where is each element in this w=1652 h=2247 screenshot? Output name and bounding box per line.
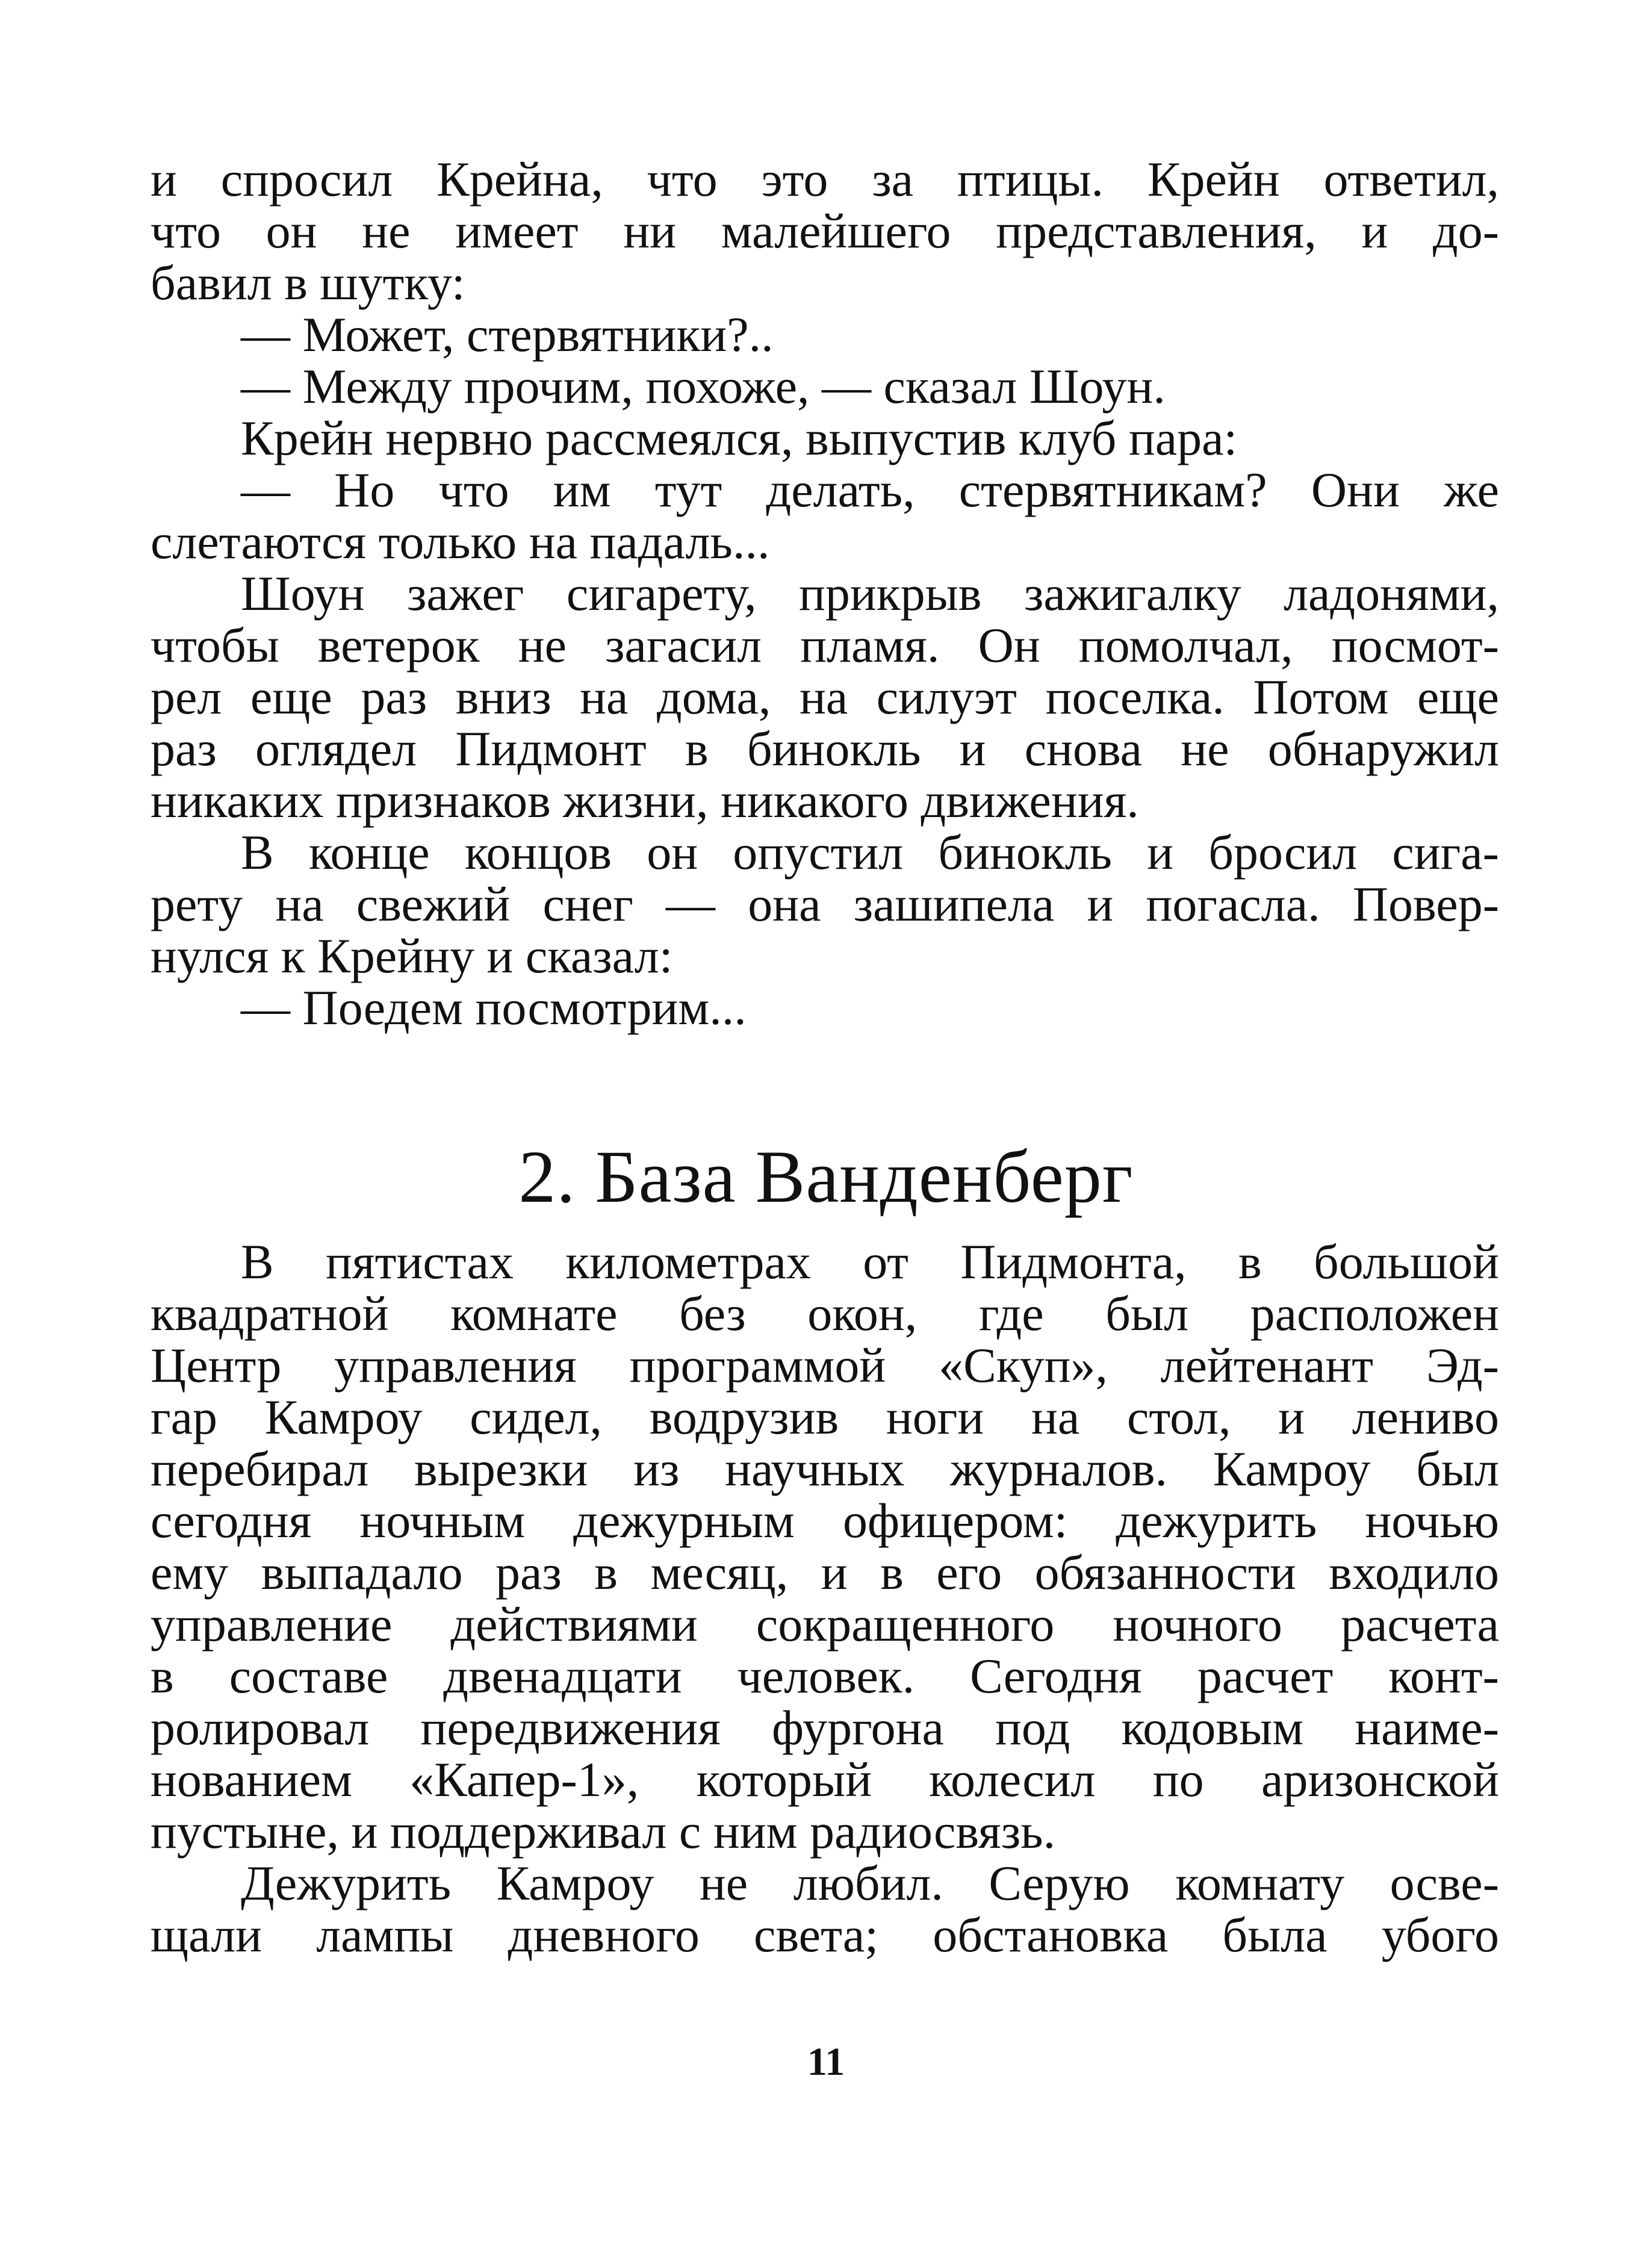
text-line: пустыне, и поддерживал с ним радиосвязь. <box>151 1804 1056 1859</box>
text-line: ему выпадало раз в месяц, и в его обязанности входило <box>151 1545 1499 1600</box>
text-line: квадратной комнате без окон, где был расположен <box>151 1286 1499 1341</box>
text-line: чтобы ветерок не загасил пламя. Он помолчал, посмот- <box>151 618 1499 673</box>
chapter-title: 2. База Ванденберг <box>518 1136 1134 1218</box>
text-line: перебирал вырезки из научных журналов. Камроу был <box>151 1441 1499 1496</box>
text-line: Крейн нервно рассмеялся, выпустив клуб пара: <box>241 411 1238 465</box>
text-block-bottom <box>151 1236 1499 1961</box>
text-line: рету на свежий снег — она зашипела и погасла. Повер- <box>151 877 1499 931</box>
text-line: ролировал передвижения фургона под кодовым наиме- <box>151 1700 1499 1755</box>
text-line: Дежурить Камроу не любил. Серую комнату осве- <box>241 1856 1499 1910</box>
text-line: слетаются только на падаль... <box>151 514 770 569</box>
text-line: Шоун зажег сигарету, прикрыв зажигалку ладонями, <box>241 566 1499 621</box>
text-line: В пятистах километрах от Пидмонта, в большой <box>241 1234 1499 1289</box>
text-line: нулся к Крейну и сказал: <box>151 928 673 983</box>
text-line: сегодня ночным дежурным офицером: дежурить ночью <box>151 1493 1499 1548</box>
text-line: — Может, стервятники?.. <box>241 307 774 362</box>
text-line: гар Камроу сидел, водрузив ноги на стол, и лениво <box>151 1390 1499 1444</box>
text-line: никаких признаков жизни, никакого движения. <box>151 773 1139 828</box>
text-line: управление действиями сокращенного ночного расчета <box>151 1597 1499 1652</box>
text-line: — Поедем посмотрим... <box>241 980 747 1035</box>
text-line: Центр управления программой «Скуп», лейтенант Эд- <box>151 1338 1499 1393</box>
text-line: — Между прочим, похоже, — сказал Шоун. <box>241 359 1166 414</box>
text-block-top <box>151 154 1499 1034</box>
text-line: нованием «Капер-1», который колесил по аризонской <box>151 1752 1499 1807</box>
text-line: что он не имеет ни малейшего представления, и до- <box>151 204 1499 258</box>
text-line: в составе двенадцати человек. Сегодня расчет конт- <box>151 1649 1499 1703</box>
text-line: — Но что им тут делать, стервятникам? Они же <box>241 462 1499 517</box>
text-line: В конце концов он опустил бинокль и бросил сига- <box>241 825 1499 880</box>
page-number: 11 <box>807 2040 845 2084</box>
text-line: и спросил Крейна, что это за птицы. Крейн ответил, <box>151 152 1499 207</box>
text-line: рел еще раз вниз на дома, на силуэт поселка. Потом еще <box>151 670 1499 724</box>
text-line: бавил в шутку: <box>151 255 465 310</box>
text-line: раз оглядел Пидмонт в бинокль и снова не обнаружил <box>151 721 1499 776</box>
text-line: щали лампы дневного света; обстановка была убого <box>151 1907 1499 1962</box>
